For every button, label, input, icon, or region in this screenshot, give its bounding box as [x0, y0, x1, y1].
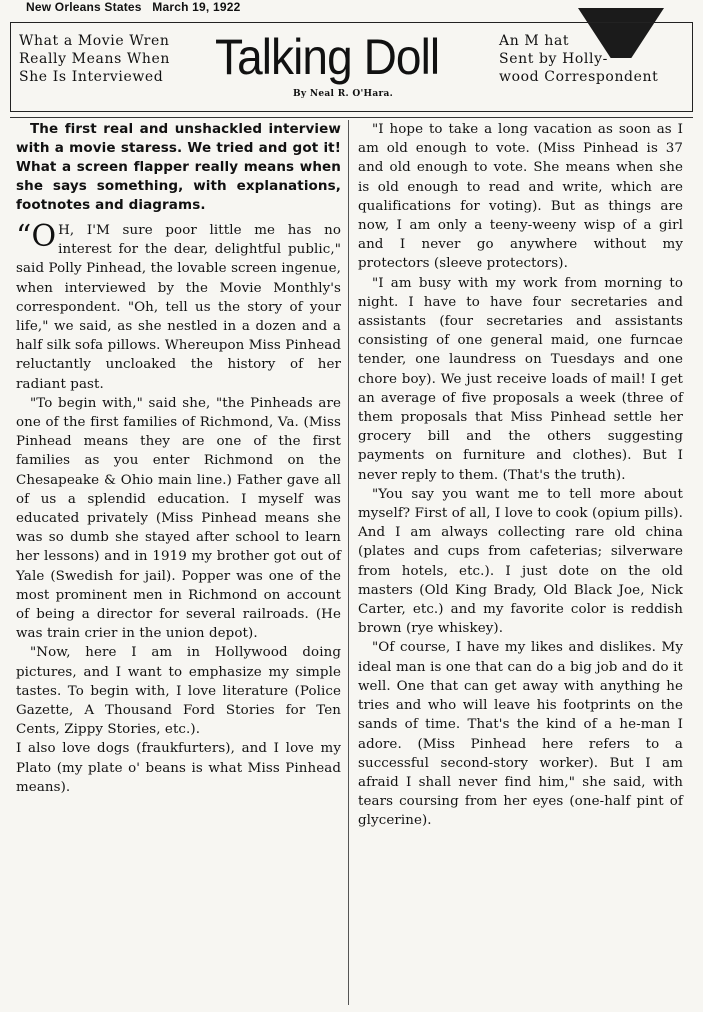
deck-line: She Is Interviewed	[19, 69, 164, 85]
article-column-left	[16, 120, 341, 797]
headline-right-deck	[499, 32, 689, 86]
drop-cap	[16, 219, 57, 254]
article-paragraph: "Now, here I am in Hollywood doing pictures, and I want to emphasize my simple tastes. To begin with, I love literature (Police Gazette, A Thousand Ford Stories for Ten Cents, Zippy Stories, etc.).	[16, 645, 341, 738]
deck-line: An M hat	[499, 33, 570, 49]
byline: By Neal R. O'Hara.	[293, 89, 394, 99]
column-divider	[348, 120, 349, 1005]
article-paragraph: "I am busy with my work from morning to night. I have to have four secretaries and assistants (four secretaries and assistants consisting of one general maid, one furncae tender, one laundress on Tuesdays and one chore boy). We just receive loads of mail! I get an average of five proposals a week (three of them proposals that Miss Pinhead settle her grocery bill and the others suggesting payments on furniture and clothes). But I never reply to them. (That's the truth).	[358, 275, 683, 483]
drop-letter: O	[31, 219, 57, 254]
headline-rule	[10, 117, 693, 118]
paragraph-text: H, I'M sure poor little me has no interest for the dear, delightful public," said Polly Pinhead, the lovable screen ingenue, when interviewed by the Movie Monthly's correspondent. "Oh, tell us the story of your life," we said, as she nestled in a dozen and a half silk sofa pillows. Whereupon Miss Pinhead reluctantly uncloaked the history of her radiant past.	[16, 223, 341, 392]
headline-box	[10, 22, 693, 112]
article-paragraph	[16, 221, 341, 394]
deck-line: wood Correspondent	[499, 69, 659, 85]
source-dateline: New Orleans States March 19, 1922	[26, 0, 241, 14]
deck-line: Really Means When	[19, 51, 171, 67]
article-paragraph: "To begin with," said she, "the Pinheads are one of the first families of Richmond, Va. (Miss Pinhead means they are one of the first families as you enter Richmond on the Chesapeake & Ohio main line.) Father gave all of us a splendid education. I myself was educated privately (Miss Pinhead means she was so dumb she stayed after school to learn her lessons) and in 1919 my brother got out of Yale (Swedish for jail). Popper was one of the most prominent men in Richmond on account of being a director for several railroads. (He was train crier in the union depot).	[16, 395, 341, 642]
article-paragraph: "You say you want me to tell more about myself? First of all, I love to cook (opium pills). And I am always collecting rare old china (plates and cups from cafeterias; silverware from hotels, etc.). I just dote on the old masters (Old King Brady, Old Black Joe, Nick Carter, etc.) and my favorite color is reddish brown (rye whiskey).	[358, 486, 683, 637]
article-paragraph: "Of course, I have my likes and dislikes. My ideal man is one that can do a big job and do it well. One that can get away with anything he tries and who will leave his footprints on the sands of time. That's the kind of a he-man I adore. (Miss Pinhead here refers to a successful second-story worker). But I am afraid I shall never find him," she said, with tears coursing from her eyes (one-half pint of glycerine).	[358, 640, 683, 829]
headline-left-deck	[19, 32, 209, 86]
drop-quote: “	[16, 219, 32, 254]
deck-line: Sent by Holly-	[499, 51, 608, 67]
headline-title: Talking Doll	[215, 29, 440, 85]
article-lead: The first real and unshackled interview with a movie staress. We tried and got it! What a screen flapper really means when she says something, with explanations, footnotes and diagrams.	[16, 121, 341, 213]
article-paragraph: "I hope to take a long vacation as soon as I am old enough to vote. (Miss Pinhead is 37 and old enough to vote. She means when she is old enough to read and write, which are qualifications for voting). But as things are now, I am only a teeny-weeny wisp of a girl and I never go anywhere without my protectors (sleeve protectors).	[358, 122, 683, 272]
article-column-right	[358, 120, 683, 831]
deck-line: What a Movie Wren	[19, 33, 170, 49]
article-paragraph: I also love dogs (fraukfurters), and I love my Plato (my plate o' beans is what Miss Pinhead means).	[16, 741, 341, 795]
